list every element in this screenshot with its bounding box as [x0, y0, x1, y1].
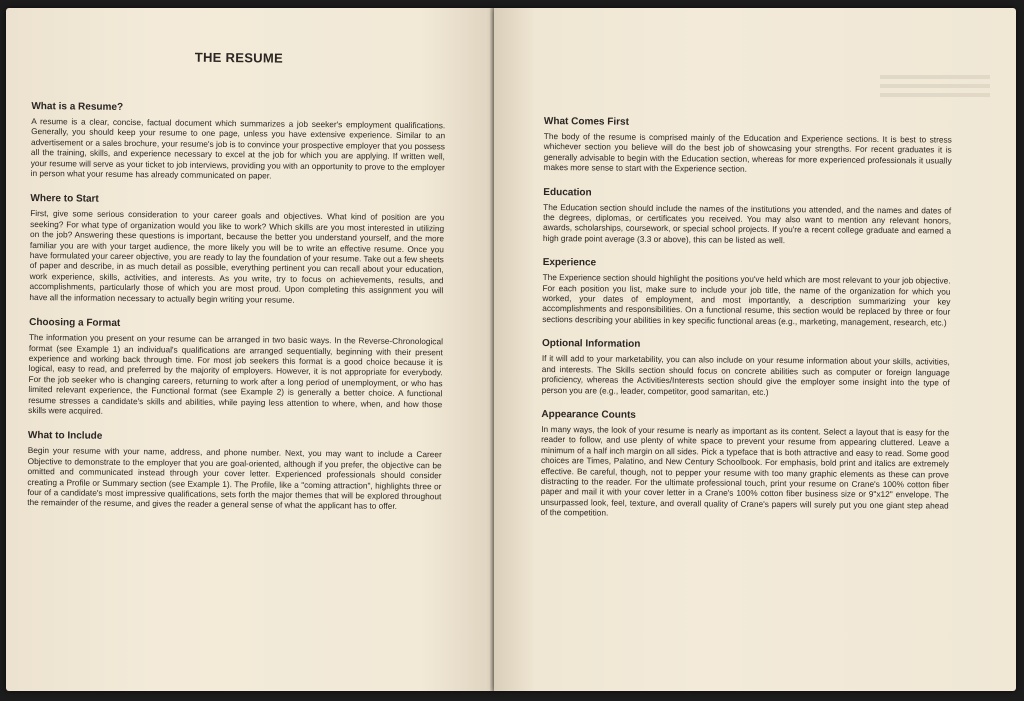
paragraph-choosing-a-format: The information you present on your resume can be arranged in two basic ways. In the Reverse-Chronological format (see Example 1) an individual's qualifications are arranged sequentially, beginning with their present experience and working back through time. For most job seekers this format is a good choice because it is logical, easy to read, and preferred by the majority of employers. However, it is not appropriate for everybody. For the job seeker who is changing careers, returning to work after a long period of unemployment, or who has limited relevant experience, the Functional format (see Example 2) is generally a better choice. A functional resume stresses a candidate's skills and abilities, while paying less attention to where, when, and how those skills were acquired. [28, 332, 444, 416]
page-title: THE RESUME [194, 49, 284, 66]
paragraph-what-to-include: Begin your resume with your name, address, and phone number. Next, you may want to include a Career Objective to demonstrate to the employer that you are goal-oriented, although if you prefer, the objective can be omitted and communicated instead through your cover letter. Experienced professionals should consider creating a Profile or Summary section (see Example 1). The Profile, like a "coming attraction", highlights three or four of a candidate's most impressive qualifications, sets forth the major themes that will be explored throughout the remainder of the resume, and gives the reader a general sense of what the applicant has to offer. [27, 445, 442, 512]
heading-where-to-start: Where to Start [30, 193, 99, 206]
left-page [6, 8, 494, 691]
heading-education: Education [543, 186, 592, 199]
paragraph-education: The Education section should include the names of the institutions you attended, and the names and dates of the degrees, diplomas, or certificates you received. You may also want to mention any relevant honors, awards, scholarships, coursework, or special school projects. If you're a recent college graduate and earned a high grade point average (3.3 or above), this can be listed as well. [542, 201, 952, 245]
paragraph-appearance-counts: In many ways, the look of your resume is nearly as important as its content. Select a layout that is easy for the reader to follow, and use plenty of white space to prevent your resume from appearing cluttered. Leave a minimum of a half inch margin on all sides. Pick a typeface that is both attractive and easy to read. Some good choices are Times, Palatino, and New Century Schoolbook. For emphasis, bold print and italics are extremely effective. Be careful, though, not to pepper your resume with too many graphic elements as these can prove distracting to the reader. For the ultimate professional touch, print your resume on Crane's 100% cotton fiber paper and mail it with your cover letter in a Crane's 100% cotton fiber business size or 9"x12" envelope. The unsurpassed look, feel, texture, and overall quality of Crane's papers will surely put you one giant step ahead of the competition. [540, 423, 950, 518]
paragraph-experience: The Experience section should highlight the positions you've held which are most relevant to your job objective. For each position you list, make sure to include your job title, the name of the organization for which you worked, your dates of employment, and most importantly, a description summarizing your key accomplishments and responsibilities. On a functional resume, this section would be replaced by three or four sections describing your abilities in key specific functional areas (e.g., marketing, management, research, etc.) [542, 272, 951, 328]
heading-what-to-include: What to Include [27, 430, 103, 443]
right-page-content [540, 116, 952, 535]
heading-experience: Experience [542, 257, 597, 269]
right-page [494, 8, 1016, 691]
paragraph-where-to-start: First, give some serious consideration to your career goals and objectives. What kind of position are you seeking? For what type of organization would you like to work? Which skills are you most interested in utilizing on the job? Answering these questions is important, because the better you understand yourself, and the more familiar you are with your target audience, the more likely you will be to write an effective resume. Once you have formulated your career objective, you are ready to lay the foundation of your resume. Take out a few sheets of paper and describe, in as much detail as possible, everything pertinent you can recall about your education, work experience, skills, activities, and interests. As you write, try to focus on achievements, results, and accomplishments, particularly those of which you are most proud. Upon completing this assignment you will have all the information necessary to actually begin writing your resume. [29, 208, 445, 305]
heading-what-comes-first: What Comes First [543, 116, 630, 128]
heading-choosing-a-format: Choosing a Format [29, 317, 121, 330]
paragraph-what-comes-first: The body of the resume is comprised mainly of the Education and Experience sections. It is best to stress whichever section you believe will do the best job of showcasing your strengths. For recent graduates it is generally advisable to begin with the Education section, whereas for more experienced professionals it usually makes more sense to start with the Experience section. [543, 130, 952, 174]
heading-optional-information: Optional Information [541, 338, 641, 351]
heading-appearance-counts: Appearance Counts [541, 408, 636, 421]
heading-what-is-a-resume: What is a Resume? [31, 100, 124, 113]
paragraph-what-is-a-resume: A resume is a clear, concise, factual document which summarizes a job seeker's employment qualifications. Generally, you should keep your resume to one page, unless you have extensive experience. Similar to an advertisement or a sales brochure, your resume's job is to convince your prospective employer that you possess all the training, skills, and experience necessary to excel at the job for which you are applying. If written well, your resume will serve as your ticket to job interviews, providing you with an opportunity to prove to the employer in person what your resume has already communicated on paper. [30, 115, 446, 181]
show-through-text [880, 70, 990, 98]
left-page-content [27, 48, 446, 527]
paragraph-optional-information: If it will add to your marketability, you can also include on your resume information about your skills, activities, and interests. The Skills section should focus on concrete abilities such as computer or foreign language proficiency, whereas the Activities/Interests section should give the employer some insight into the type of person you are (e.g., leader, competitor, good samaritan, etc.) [541, 353, 950, 397]
